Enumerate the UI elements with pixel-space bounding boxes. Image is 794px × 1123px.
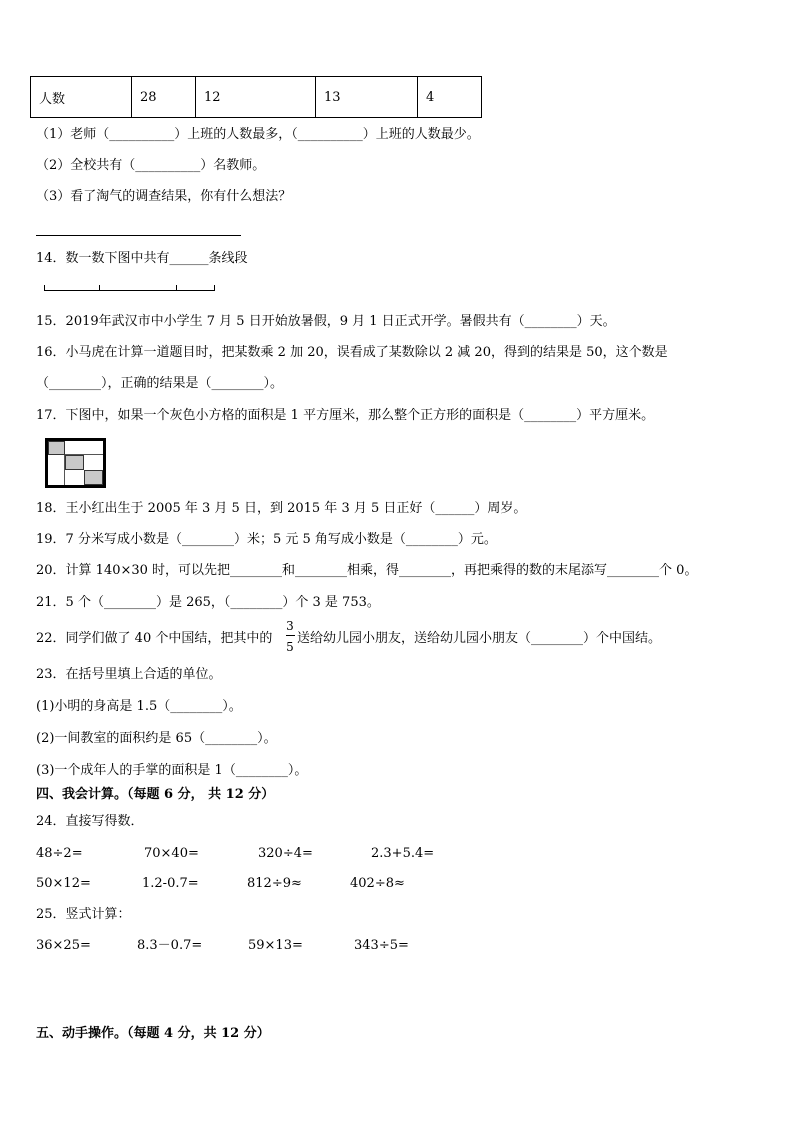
q19-text: 19．7 分米写成小数是（________）米；5 元 5 角写成小数是（________）元。 xyxy=(36,532,497,547)
vertical-calc-item: 59×13= xyxy=(248,938,303,953)
q22-text-before: 22．同学们做了 40 个中国结，把其中的 xyxy=(36,631,273,646)
calc-item: 1.2-0.7= xyxy=(142,876,199,891)
q18-text: 18．王小红出生于 2005 年 3 月 5 日，到 2015 年 3 月 5 日正好（______）周岁。 xyxy=(36,501,527,516)
table-cell: 人数 xyxy=(31,77,132,118)
calc-item: 48÷2= xyxy=(36,846,83,861)
vertical-calc-item: 36×25= xyxy=(36,938,91,953)
q14-text: 14．数一数下图中共有______条线段 xyxy=(36,251,248,266)
table-row xyxy=(31,77,482,118)
q15-text: 15．2019年武汉市中小学生 7 月 5 日开始放暑假，9 月 1 日正式开学。暑假共有（________）天。 xyxy=(36,314,616,329)
vertical-calc-item: 343÷5= xyxy=(354,938,409,953)
section-four-heading: 四、我会计算。（每题 6 分， 共 12 分） xyxy=(36,787,275,802)
q20-text: 20．计算 140×30 时，可以先把________和________相乘，得________，再把乘得的数的末尾添写________个 0。 xyxy=(36,563,698,578)
table-cell: 13 xyxy=(316,77,418,118)
calc-item: 812÷9≈ xyxy=(247,876,302,891)
answer-line xyxy=(36,235,241,236)
section-five-heading: 五、动手操作。（每题 4 分，共 12 分） xyxy=(36,1026,270,1041)
calc-item: 70×40= xyxy=(144,846,199,861)
table-cell: 4 xyxy=(418,77,482,118)
calc-item: 50×12= xyxy=(36,876,91,891)
q13-part1: （1）老师（__________）上班的人数最多，（__________）上班的人数最少。 xyxy=(36,127,480,142)
q23-title: 23．在括号里填上合适的单位。 xyxy=(36,667,222,682)
fraction-bar xyxy=(286,635,295,636)
q17-text: 17．下图中，如果一个灰色小方格的面积是 1 平方厘米，那么整个正方形的面积是（________）平方厘米。 xyxy=(36,408,655,423)
q22-text-after: 送给幼儿园小朋友，送给幼儿园小朋友（________）个中国结。 xyxy=(297,631,662,646)
calc-item: 320÷4= xyxy=(258,846,313,861)
q23-part2: (2)一间教室的面积约是 65（________）。 xyxy=(36,731,277,746)
fraction-numerator: 3 xyxy=(286,619,294,633)
q25-title: 25．竖式计算： xyxy=(36,907,131,922)
q13-part3: （3）看了淘气的调查结果，你有什么想法？ xyxy=(36,189,292,204)
q16-line2: （________），正确的结果是（________）。 xyxy=(36,376,284,391)
fraction-denominator: 5 xyxy=(286,640,294,654)
calc-item: 402÷8≈ xyxy=(350,876,405,891)
q16-line1: 16．小马虎在计算一道题目时，把某数乘 2 加 20，误看成了某数除以 2 减 20，得到的结果是 50，这个数是 xyxy=(36,345,668,360)
q23-part3: (3)一个成年人的手掌的面积是 1（________）。 xyxy=(36,763,308,778)
table-cell: 12 xyxy=(196,77,316,118)
table-cell: 28 xyxy=(132,77,196,118)
q13-part2: （2）全校共有（__________）名教师。 xyxy=(36,158,266,173)
q21-text: 21．5 个（________）是 265，（________）个 3 是 753。 xyxy=(36,595,380,610)
vertical-calc-item: 8.3－0.7= xyxy=(137,938,203,953)
calc-item: 2.3+5.4= xyxy=(371,846,435,861)
q23-part1: (1)小明的身高是 1.5（________）。 xyxy=(36,699,242,714)
survey-table xyxy=(30,76,482,118)
q24-title: 24．直接写得数． xyxy=(36,814,144,829)
